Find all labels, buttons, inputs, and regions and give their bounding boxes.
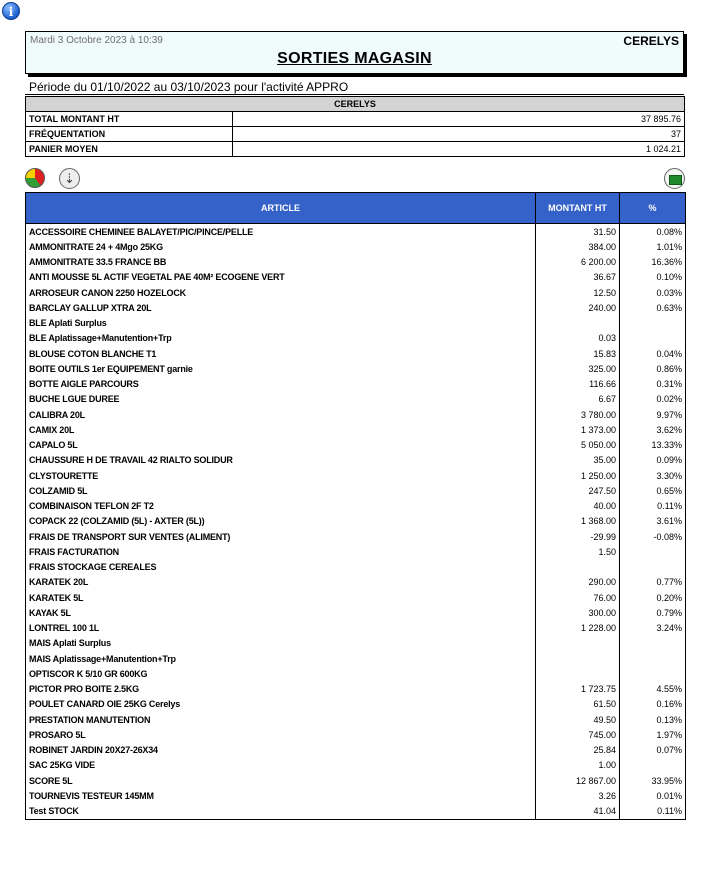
- divider: [25, 94, 684, 95]
- montant-cell: [536, 560, 620, 575]
- montant-cell: [536, 636, 620, 651]
- table-row: [26, 392, 686, 407]
- article-cell: MAIS Aplatissage+Manutention+Trp: [26, 651, 536, 666]
- table-row: [26, 407, 686, 422]
- percent-cell: 0.10%: [620, 270, 686, 285]
- table-row: [26, 544, 686, 559]
- table-row: [26, 285, 686, 300]
- article-cell: PICTOR PRO BOITE 2.5KG: [26, 682, 536, 697]
- montant-cell: [536, 651, 620, 666]
- percent-cell: 9.97%: [620, 407, 686, 422]
- montant-cell: 0.03: [536, 331, 620, 346]
- percent-cell: 16.36%: [620, 255, 686, 270]
- article-cell: BUCHE LGUE DUREE: [26, 392, 536, 407]
- table-row: [26, 377, 686, 392]
- column-header-article[interactable]: ARTICLE: [26, 193, 536, 224]
- table-row: [26, 804, 686, 820]
- article-cell: LONTREL 100 1L: [26, 621, 536, 636]
- article-cell: ACCESSOIRE CHEMINEE BALAYET/PIC/PINCE/PELLE: [26, 224, 536, 240]
- article-cell: POULET CANARD OIE 25KG Cerelys: [26, 697, 536, 712]
- table-row: [26, 346, 686, 361]
- table-row: [26, 438, 686, 453]
- montant-cell: 240.00: [536, 300, 620, 315]
- summary-label: FRÉQUENTATION: [26, 127, 233, 142]
- article-cell: CHAUSSURE H DE TRAVAIL 42 RIALTO SOLIDUR: [26, 453, 536, 468]
- percent-cell: 0.11%: [620, 804, 686, 820]
- excel-export-icon[interactable]: [664, 168, 685, 189]
- table-row: [26, 773, 686, 788]
- table-row: [26, 651, 686, 666]
- montant-cell: 41.04: [536, 804, 620, 820]
- article-cell: FRAIS FACTURATION: [26, 544, 536, 559]
- montant-cell: 3 780.00: [536, 407, 620, 422]
- table-row: [26, 514, 686, 529]
- article-cell: CAMIX 20L: [26, 422, 536, 437]
- article-cell: TOURNEVIS TESTEUR 145MM: [26, 788, 536, 803]
- percent-cell: 0.08%: [620, 224, 686, 240]
- article-cell: CALIBRA 20L: [26, 407, 536, 422]
- montant-cell: 325.00: [536, 361, 620, 376]
- montant-cell: 384.00: [536, 239, 620, 254]
- table-row: [26, 743, 686, 758]
- summary-label: PANIER MOYEN: [26, 142, 233, 157]
- summary-label: TOTAL MONTANT HT: [26, 112, 233, 127]
- table-row: [26, 605, 686, 620]
- montant-cell: 12 867.00: [536, 773, 620, 788]
- montant-cell: 3.26: [536, 788, 620, 803]
- summary-value: 37: [233, 127, 685, 142]
- table-row: [26, 468, 686, 483]
- article-cell: ROBINET JARDIN 20X27-26X34: [26, 743, 536, 758]
- montant-cell: 31.50: [536, 224, 620, 240]
- percent-cell: 3.30%: [620, 468, 686, 483]
- percent-cell: 13.33%: [620, 438, 686, 453]
- article-cell: CLYSTOURETTE: [26, 468, 536, 483]
- table-row: [26, 682, 686, 697]
- summary-table: [25, 96, 685, 157]
- summary-heading: CERELYS: [26, 97, 685, 112]
- summary-value: 37 895.76: [233, 112, 685, 127]
- table-row: [26, 224, 686, 240]
- percent-cell: 1.97%: [620, 727, 686, 742]
- montant-cell: 6.67: [536, 392, 620, 407]
- percent-cell: [620, 651, 686, 666]
- table-row: [26, 697, 686, 712]
- article-cell: KARATEK 20L: [26, 575, 536, 590]
- article-cell: BLOUSE COTON BLANCHE T1: [26, 346, 536, 361]
- table-row: [26, 239, 686, 254]
- article-cell: KAYAK 5L: [26, 605, 536, 620]
- percent-cell: -0.08%: [620, 529, 686, 544]
- percent-cell: [620, 560, 686, 575]
- article-cell: OPTISCOR K 5/10 GR 600KG: [26, 666, 536, 681]
- montant-cell: 76.00: [536, 590, 620, 605]
- article-cell: AMMONITRATE 24 + 4Mgo 25KG: [26, 239, 536, 254]
- percent-cell: 4.55%: [620, 682, 686, 697]
- montant-cell: 35.00: [536, 453, 620, 468]
- percent-cell: [620, 758, 686, 773]
- table-row: [26, 529, 686, 544]
- table-row: [26, 316, 686, 331]
- article-cell: BOITE OUTILS 1er EQUIPEMENT garnie: [26, 361, 536, 376]
- percent-cell: 0.86%: [620, 361, 686, 376]
- percent-cell: 0.13%: [620, 712, 686, 727]
- montant-cell: 1.50: [536, 544, 620, 559]
- table-row: [26, 621, 686, 636]
- percent-cell: 0.04%: [620, 346, 686, 361]
- table-row: [26, 666, 686, 681]
- percent-cell: 0.07%: [620, 743, 686, 758]
- montant-cell: 1 723.75: [536, 682, 620, 697]
- montant-cell: 300.00: [536, 605, 620, 620]
- article-cell: COLZAMID 5L: [26, 483, 536, 498]
- article-cell: COMBINAISON TEFLON 2F T2: [26, 499, 536, 514]
- montant-cell: 745.00: [536, 727, 620, 742]
- percent-cell: 0.77%: [620, 575, 686, 590]
- table-row: [26, 422, 686, 437]
- article-cell: CAPALO 5L: [26, 438, 536, 453]
- montant-cell: 1 250.00: [536, 468, 620, 483]
- summary-row: [26, 127, 685, 142]
- montant-cell: 6 200.00: [536, 255, 620, 270]
- montant-cell: 290.00: [536, 575, 620, 590]
- table-row: [26, 331, 686, 346]
- percent-cell: [620, 316, 686, 331]
- table-row: [26, 758, 686, 773]
- percent-cell: 0.03%: [620, 285, 686, 300]
- percent-cell: 3.24%: [620, 621, 686, 636]
- percent-cell: 1.01%: [620, 239, 686, 254]
- article-cell: FRAIS DE TRANSPORT SUR VENTES (ALIMENT): [26, 529, 536, 544]
- table-row: [26, 255, 686, 270]
- article-cell: SCORE 5L: [26, 773, 536, 788]
- summary-row: [26, 112, 685, 127]
- percent-cell: 0.63%: [620, 300, 686, 315]
- percent-cell: 0.11%: [620, 499, 686, 514]
- percent-cell: 0.16%: [620, 697, 686, 712]
- articles-table: [25, 192, 686, 820]
- article-cell: SAC 25KG VIDE: [26, 758, 536, 773]
- company-name: CERELYS: [623, 34, 679, 48]
- percent-cell: [620, 544, 686, 559]
- article-cell: BLE Aplati Surplus: [26, 316, 536, 331]
- montant-cell: 1.00: [536, 758, 620, 773]
- montant-cell: 49.50: [536, 712, 620, 727]
- table-row: [26, 499, 686, 514]
- percent-cell: [620, 636, 686, 651]
- report-header: [25, 31, 684, 74]
- montant-cell: [536, 666, 620, 681]
- percent-cell: 0.09%: [620, 453, 686, 468]
- article-cell: ANTI MOUSSE 5L ACTIF VEGETAL PAE 40M² ECOGENE VERT: [26, 270, 536, 285]
- table-row: [26, 590, 686, 605]
- article-cell: COPACK 22 (COLZAMID (5L) - AXTER (5L)): [26, 514, 536, 529]
- montant-cell: 12.50: [536, 285, 620, 300]
- montant-cell: 40.00: [536, 499, 620, 514]
- montant-cell: 36.67: [536, 270, 620, 285]
- percent-cell: 0.02%: [620, 392, 686, 407]
- table-row: [26, 453, 686, 468]
- column-header-percent[interactable]: %: [620, 193, 686, 224]
- column-header-montant[interactable]: MONTANT HT: [536, 193, 620, 224]
- montant-cell: -29.99: [536, 529, 620, 544]
- montant-cell: 61.50: [536, 697, 620, 712]
- table-row: [26, 483, 686, 498]
- table-row: [26, 712, 686, 727]
- report-title: SORTIES MAGASIN: [277, 50, 432, 67]
- table-row: [26, 636, 686, 651]
- percent-cell: 0.20%: [620, 590, 686, 605]
- table-row: [26, 300, 686, 315]
- percent-cell: 0.79%: [620, 605, 686, 620]
- article-cell: AMMONITRATE 33.5 FRANCE BB: [26, 255, 536, 270]
- percent-cell: 3.62%: [620, 422, 686, 437]
- percent-cell: [620, 331, 686, 346]
- percent-cell: 0.01%: [620, 788, 686, 803]
- article-cell: ARROSEUR CANON 2250 HOZELOCK: [26, 285, 536, 300]
- article-cell: PROSARO 5L: [26, 727, 536, 742]
- pie-chart-icon[interactable]: [25, 168, 45, 188]
- table-row: [26, 270, 686, 285]
- article-cell: BOTTE AIGLE PARCOURS: [26, 377, 536, 392]
- montant-cell: 15.83: [536, 346, 620, 361]
- montant-cell: [536, 316, 620, 331]
- montant-cell: 1 373.00: [536, 422, 620, 437]
- montant-cell: 116.66: [536, 377, 620, 392]
- percent-cell: 0.65%: [620, 483, 686, 498]
- montant-cell: 25.84: [536, 743, 620, 758]
- article-cell: MAIS Aplati Surplus: [26, 636, 536, 651]
- table-row: [26, 788, 686, 803]
- arrow-down-icon[interactable]: ⇣: [59, 168, 80, 189]
- article-cell: PRESTATION MANUTENTION: [26, 712, 536, 727]
- article-cell: KARATEK 5L: [26, 590, 536, 605]
- article-cell: BARCLAY GALLUP XTRA 20L: [26, 300, 536, 315]
- info-icon[interactable]: i: [2, 2, 20, 20]
- table-row: [26, 361, 686, 376]
- table-row: [26, 575, 686, 590]
- montant-cell: 247.50: [536, 483, 620, 498]
- table-row: [26, 560, 686, 575]
- percent-cell: 33.95%: [620, 773, 686, 788]
- summary-row: [26, 142, 685, 157]
- report-date: Mardi 3 Octobre 2023 à 10:39: [30, 35, 163, 46]
- article-cell: Test STOCK: [26, 804, 536, 820]
- montant-cell: 1 368.00: [536, 514, 620, 529]
- table-row: [26, 727, 686, 742]
- percent-cell: [620, 666, 686, 681]
- montant-cell: 5 050.00: [536, 438, 620, 453]
- montant-cell: 1 228.00: [536, 621, 620, 636]
- article-cell: FRAIS STOCKAGE CEREALES: [26, 560, 536, 575]
- summary-value: 1 024.21: [233, 142, 685, 157]
- percent-cell: 3.61%: [620, 514, 686, 529]
- period-text: Période du 01/10/2022 au 03/10/2023 pour l'activité APPRO: [29, 80, 349, 94]
- article-cell: BLE Aplatissage+Manutention+Trp: [26, 331, 536, 346]
- percent-cell: 0.31%: [620, 377, 686, 392]
